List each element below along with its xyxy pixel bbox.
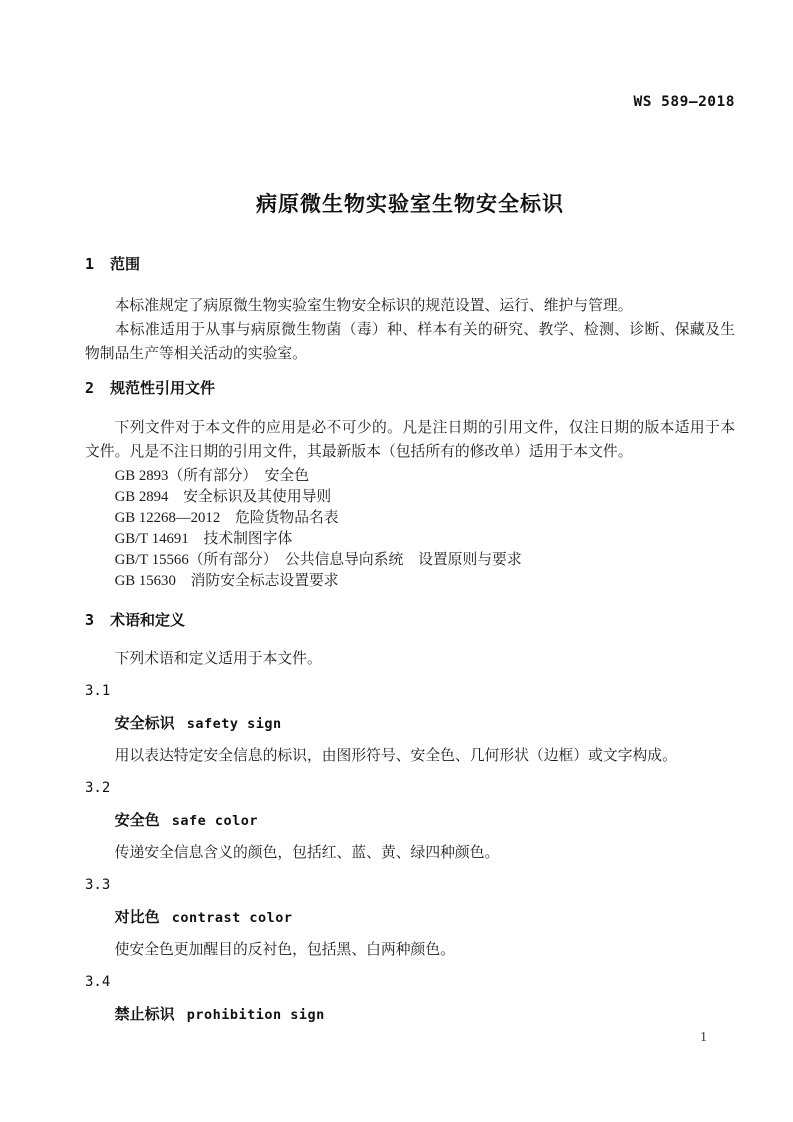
term-entry: [85, 876, 735, 959]
term-line: [85, 1005, 735, 1024]
section-number: 2: [85, 379, 95, 397]
reference-item: GB 12268—2012 危险货物品名表: [114, 510, 339, 526]
term-en: contrast color: [171, 910, 293, 926]
reference-item: GB/T 14691 技术制图字体: [114, 531, 293, 547]
term-en: prohibition sign: [186, 1007, 325, 1023]
term-number: 3.2: [85, 780, 111, 796]
term-line: [85, 714, 735, 733]
term-zh: 安全标识: [114, 714, 175, 732]
term-definition: 用以表达特定安全信息的标识，由图形符号、安全色、几何形状（边框）或文字构成。: [114, 748, 677, 764]
section-heading-references: [85, 380, 735, 396]
references-list: [85, 466, 735, 592]
scope-body: [85, 294, 735, 366]
doc-number: WS 589—2018: [633, 94, 735, 110]
section-number: 3: [85, 611, 95, 629]
term-zh: 对比色: [114, 908, 160, 926]
term-number: 3.1: [85, 683, 111, 699]
scope-paragraph: 本标准适用于从事与病原微生物菌（毒）种、样本有关的研究、教学、检测、诊断、保藏及生物制品生产等相关活动的实验室。: [85, 322, 735, 362]
section-heading-label: 术语和定义: [110, 611, 186, 629]
term-definition: 传递安全信息含义的颜色，包括红、蓝、黄、绿四种颜色。: [114, 845, 500, 861]
term-line: [85, 811, 735, 830]
term-zh: 安全色: [114, 811, 160, 829]
term-entry: [85, 779, 735, 862]
reference-item: GB 15630 消防安全标志设置要求: [114, 573, 339, 589]
term-zh: 禁止标识: [114, 1005, 175, 1023]
term-en: safe color: [171, 813, 259, 829]
term-en: safety sign: [186, 716, 282, 732]
term-number: 3.4: [85, 974, 111, 990]
term-entry: [85, 973, 735, 1024]
references-intro: 下列文件对于本文件的应用是必不可少的。凡是注日期的引用文件，仅注日期的版本适用于本文件。凡是不注日期的引用文件，其最新版本（包括所有的修改单）适用于本文件。: [85, 420, 735, 460]
page-title: 病原微生物实验室生物安全标识: [256, 192, 564, 216]
term-number: 3.3: [85, 877, 111, 893]
reference-item: GB 2894 安全标识及其使用导则: [114, 489, 332, 505]
term-line: [85, 908, 735, 927]
scope-paragraph: 本标准规定了病原微生物实验室生物安全标识的规范设置、运行、维护与管理。: [114, 298, 633, 314]
section-heading-scope: [85, 256, 735, 272]
term-definition: 使安全色更加醒目的反衬色，包括黑、白两种颜色。: [114, 942, 455, 958]
section-heading-terms: [85, 612, 735, 628]
term-entry: [85, 682, 735, 765]
terms-intro: 下列术语和定义适用于本文件。: [114, 651, 322, 667]
reference-item: GB/T 15566（所有部分） 公共信息导向系统 设置原则与要求: [114, 552, 522, 568]
section-heading-label: 范围: [110, 255, 141, 273]
page-number: 1: [700, 1030, 707, 1045]
reference-item: GB 2893（所有部分） 安全色: [114, 468, 310, 484]
section-heading-label: 规范性引用文件: [110, 379, 216, 397]
section-number: 1: [85, 255, 95, 273]
